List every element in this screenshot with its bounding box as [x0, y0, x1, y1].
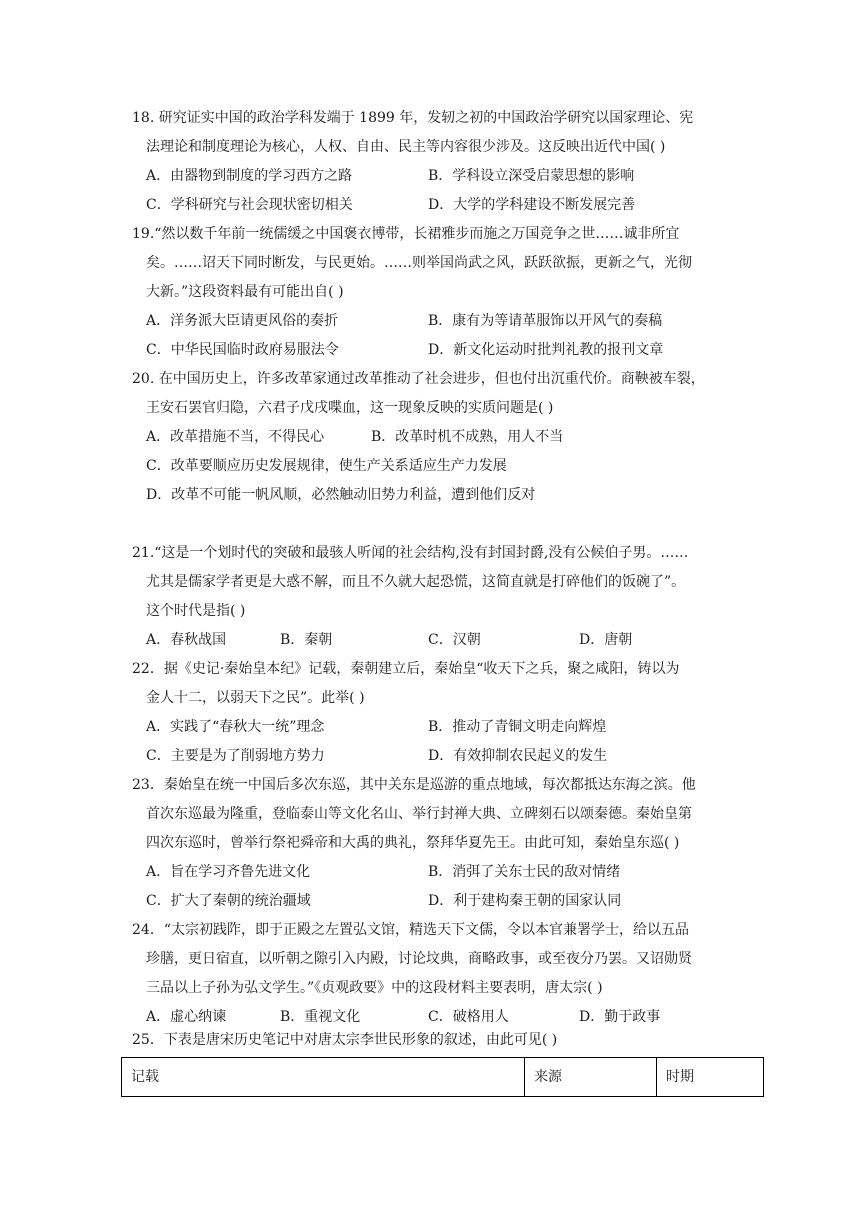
question-text-line: 18. 研究证实中国的政治学科发端于 1899 年，发轫之初的中国政治学研究以国家理论、宪 [132, 110, 694, 126]
option-d: D．大学的学科建设不断发展完善 [428, 197, 636, 213]
option-b: B．改革时机不成熟，用人不当 [371, 429, 564, 445]
table-header-source: 来源 [525, 1058, 657, 1096]
question-text-line: 四次东巡时，曾举行祭祀舜帝和大禹的典礼，祭拜华夏先王。由此可知，秦始皇东巡( ) [146, 835, 680, 851]
option-d: D．勤于政事 [579, 1009, 661, 1025]
table-header-record: 记载 [122, 1058, 525, 1096]
option-d: D．利于建构秦王朝的国家认同 [428, 893, 622, 909]
option-b: B．重视文化 [280, 1009, 361, 1025]
question-text-line: 大新。”这段资料最有可能出自( ) [146, 284, 344, 300]
option-d: D．新文化运动时批判礼教的报刊文章 [428, 342, 664, 358]
question-text-line: 24．“太宗初践阼，即于正殿之左置弘文馆，精选天下文儒，令以本官兼署学士，给以五品 [132, 922, 689, 938]
option-a: A．虚心纳谏 [146, 1009, 227, 1025]
question-text-line: 22．据《史记·秦始皇本纪》记载，秦朝建立后，秦始皇“收天下之兵，聚之咸阳，铸以为 [132, 661, 680, 677]
question-text-line: 法理论和制度理论为核心，人权、自由、民主等内容很少涉及。这反映出近代中国( ) [146, 139, 666, 155]
option-c: C．学科研究与社会现状密切相关 [146, 197, 353, 213]
option-a: A．实践了“春秋大一统”理念 [146, 719, 325, 735]
option-a: A．春秋战国 [146, 632, 227, 648]
question-text-line: 这个时代是指( ) [146, 603, 246, 619]
question-text-line: 25．下表是唐宋历史笔记中对唐太宗李世民形象的叙述，由此可见( ) [132, 1032, 558, 1048]
question-text-line: 珍膳，更日宿直，以听朝之隙引入内殿，讨论坟典，商略政事，或至夜分乃罢。又诏勋贤 [146, 951, 692, 967]
option-a: A．由器物到制度的学习西方之路 [146, 168, 353, 184]
option-d: D．改革不可能一帆风顺，必然触动旧势力利益，遭到他们反对 [146, 487, 536, 503]
option-a: A．改革措施不当，不得民心 [146, 429, 325, 445]
question-text-line: 首次东巡最为隆重，登临泰山等文化名山、举行封禅大典、立碑刻石以颂秦德。秦始皇第 [146, 806, 692, 822]
option-c: C．中华民国临时政府易服法令 [146, 342, 339, 358]
question-text-line: 19.“然以数千年前一统儒缓之中国褒衣博带，长裙雅步而施之万国竞争之世……诚非所宜 [132, 226, 680, 242]
option-d: D．有效抑制农民起义的发生 [428, 748, 608, 764]
option-c: C．汉朝 [428, 632, 481, 648]
question-text-line: 23．秦始皇在统一中国后多次东巡，其中关东是巡游的重点地域，每次都抵达东海之滨。他 [132, 777, 696, 793]
option-b: B．推动了青铜文明走向辉煌 [428, 719, 607, 735]
option-b: B．学科设立深受启蒙思想的影响 [428, 168, 635, 184]
option-c: C．破格用人 [428, 1009, 509, 1025]
option-d: D．唐朝 [579, 632, 633, 648]
option-b: B．秦朝 [280, 632, 333, 648]
option-a: A．洋务派大臣请更风俗的奏折 [146, 313, 339, 329]
question-text-line: 尤其是儒家学者更是大惑不解，而且不久就大起恐慌，这简直就是打碎他们的饭碗了”。 [146, 574, 686, 590]
question-text-line: 20. 在中国历史上，许多改革家通过改革推动了社会进步，但也付出沉重代价。商鞅被车裂， [132, 371, 705, 387]
option-b: B．康有为等请革服饰以开风气的奏稿 [428, 313, 663, 329]
table-header-period: 时期 [666, 1069, 694, 1085]
question-text-line: 王安石罢官归隐，六君子戊戌喋血，这一现象反映的实质问题是( ) [146, 400, 554, 416]
option-c: C．扩大了秦朝的统治疆域 [146, 893, 311, 909]
question-text-line: 矣。……诏天下同时断发，与民更始。……则举国尚武之风，跃跃欲振，更新之气，光彻 [146, 255, 692, 271]
question-text-line: 三品以上子孙为弘文学生。”《贞观政要》中的这段材料主要表明，唐太宗( ) [146, 980, 603, 996]
option-b: B．消弭了关东士民的敌对情绪 [428, 864, 621, 880]
question-text-line: 21.“这是一个划时代的突破和最骇人听闻的社会结构,没有封国封爵,没有公候伯子男。…… [132, 545, 689, 561]
option-c: C．主要是为了削弱地方势力 [146, 748, 325, 764]
option-a: A．旨在学习齐鲁先进文化 [146, 864, 311, 880]
option-c: C．改革要顺应历史发展规律，使生产关系适应生产力发展 [146, 458, 507, 474]
question-text-line: 金人十二，以弱天下之民”。此举( ) [146, 690, 365, 706]
records-table [121, 1057, 764, 1097]
